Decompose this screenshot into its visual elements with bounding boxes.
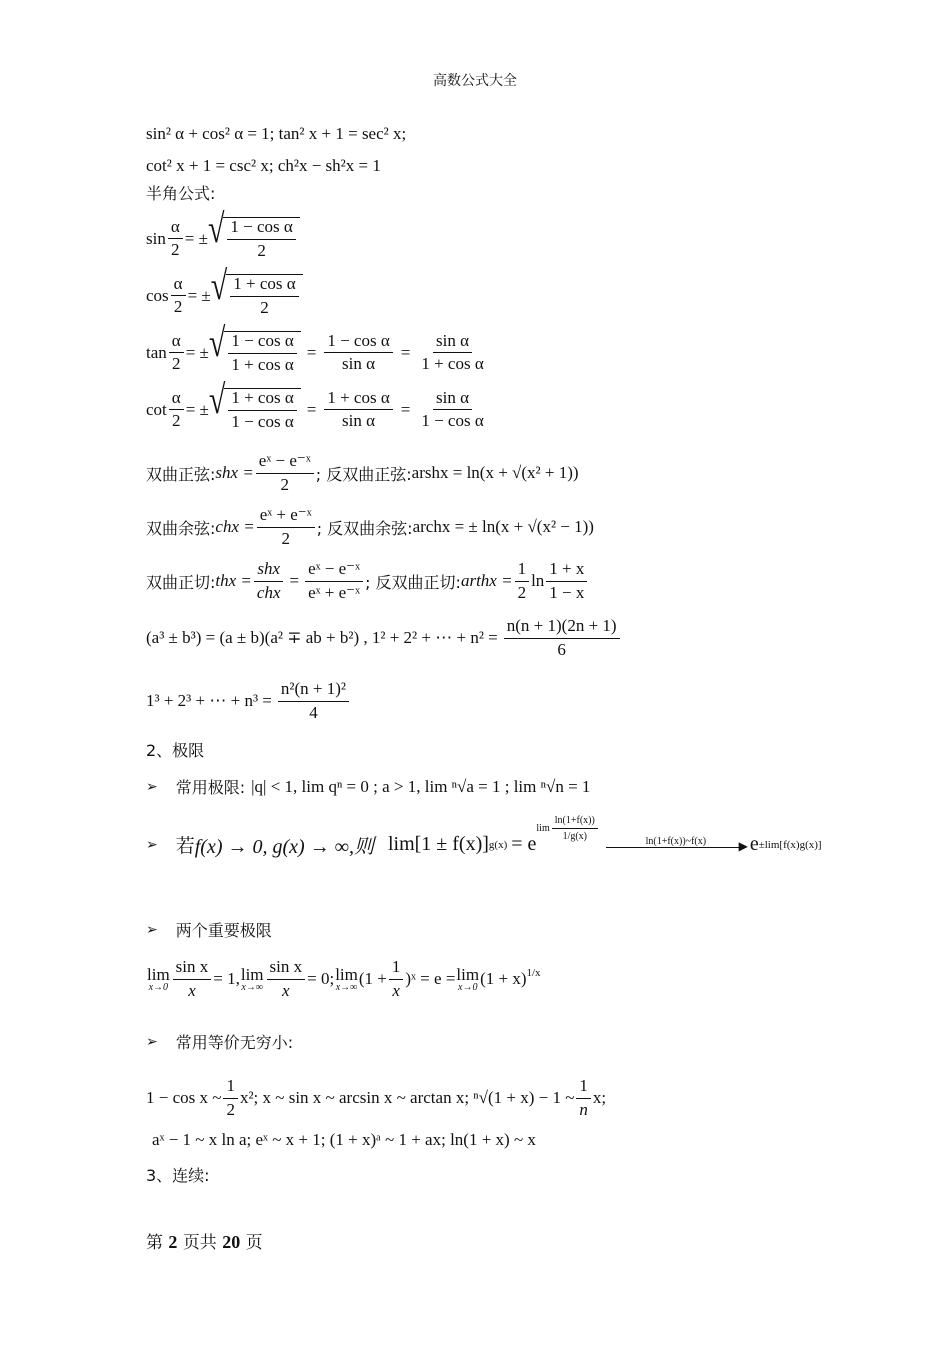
- section-heading-continuity: 3、连续:: [146, 1166, 210, 1185]
- label: 常用等价无穷小:: [175, 1033, 294, 1052]
- e-exponent: [536, 815, 599, 842]
- half-angle-tan: [146, 320, 489, 374]
- limit: [147, 966, 170, 993]
- bullet-arrow-icon: ➢: [146, 778, 158, 795]
- equals: =: [306, 342, 317, 362]
- footer-post: 页: [245, 1233, 263, 1253]
- numerator: 1 − cos α: [324, 332, 392, 354]
- page-header: 高数公式大全: [433, 73, 517, 89]
- identity-line-1: sin² α + cos² α = 1; tan² x + 1 = sec² x;: [146, 124, 407, 143]
- sqrt: √ $\frac{\text{1 − cos α}}{2}$: [208, 217, 300, 260]
- fraction: [223, 1077, 238, 1119]
- denominator: x: [188, 980, 196, 1000]
- fraction: [418, 332, 486, 374]
- numerator: 1 + cos α: [324, 389, 392, 411]
- numerator: 1 + cos α: [228, 389, 296, 411]
- fraction: [169, 389, 184, 431]
- hyperbolic-tangent: [146, 560, 589, 602]
- numerator: eˣ + e⁻ˣ: [257, 506, 315, 528]
- denominator: eˣ + e⁻ˣ: [308, 582, 361, 602]
- ln: ln: [531, 571, 545, 591]
- numerator: 1 + x: [546, 560, 587, 582]
- fraction: [515, 560, 530, 602]
- denominator: 2: [280, 474, 290, 494]
- equivalent-line-2: aˣ − 1 ~ x ln a; eˣ ~ x + 1; (1 + x)ᵃ ~ 1 + ax; ln(1 + x) ~ x: [152, 1130, 536, 1149]
- half-angle-heading: 半角公式:: [146, 184, 216, 203]
- fraction: [227, 218, 295, 260]
- section-heading-limits: 2、极限: [146, 741, 205, 760]
- numerator: 1 − cos α: [228, 332, 296, 354]
- fraction: [552, 815, 598, 842]
- denominator: 2: [171, 354, 181, 374]
- fraction: [254, 560, 284, 602]
- equals-zero: = 0;: [307, 969, 335, 989]
- fraction: [168, 218, 183, 260]
- fraction: [256, 452, 314, 494]
- denominator: 2: [257, 240, 266, 260]
- fraction: [389, 958, 404, 1000]
- fraction: [278, 680, 349, 722]
- long-arrow-icon: ▶: [606, 847, 746, 854]
- denominator: 1 − cos α: [421, 411, 484, 431]
- denominator: 1 − x: [549, 582, 585, 602]
- equivalent-line-1: [146, 1077, 606, 1119]
- numerator: eˣ − e⁻ˣ: [305, 560, 363, 582]
- denominator: 2: [226, 1099, 235, 1119]
- exponent: g(x): [488, 838, 508, 851]
- inverse-formula: arshx = ln(x + √(x² + 1)): [411, 463, 579, 483]
- part-c: x;: [592, 1088, 607, 1108]
- denominator: 2: [517, 582, 527, 602]
- limit: [335, 966, 358, 993]
- cube-identity: [146, 617, 622, 659]
- footer-mid: 页共: [182, 1233, 217, 1253]
- lhs: thx =: [215, 571, 252, 591]
- label: 双曲正弦:: [146, 464, 216, 484]
- fraction: [504, 617, 620, 659]
- label: 两个重要极限: [175, 921, 272, 940]
- denominator: 2: [281, 528, 290, 548]
- part-a: 1 − cos x ~: [146, 1088, 222, 1108]
- equals: =: [289, 571, 300, 591]
- numerator: 1: [389, 958, 404, 980]
- fraction: [324, 332, 392, 374]
- lim-sub: x→∞: [241, 981, 263, 993]
- fraction: [171, 275, 186, 317]
- numerator: α: [171, 275, 186, 297]
- numerator: 1: [223, 1077, 238, 1099]
- lim-sub: x→∞: [335, 981, 358, 993]
- lhs: arthx =: [460, 571, 513, 591]
- hyperbolic-sine: [146, 452, 579, 494]
- denominator: 2: [173, 297, 183, 317]
- lim: lim: [240, 964, 264, 984]
- numerator: sin α: [433, 389, 472, 411]
- label: 常用极限:: [175, 778, 246, 797]
- common-limits: [146, 775, 590, 798]
- sum-of-cubes: [146, 680, 351, 722]
- label: ; 反双曲正切:: [365, 572, 461, 592]
- equals: =: [306, 399, 317, 419]
- label: ; 反双曲正弦:: [315, 464, 412, 484]
- page-footer: [146, 1228, 263, 1253]
- two-important-limits: [146, 958, 541, 1000]
- two-important-limits-heading: [146, 918, 272, 941]
- condition: f(x) → 0, g(x) → ∞,则: [194, 836, 374, 858]
- denominator: sin α: [342, 411, 376, 431]
- denominator: x: [392, 980, 400, 1000]
- arrow-with-label: [606, 836, 746, 854]
- equals-pm: = ±: [185, 342, 209, 362]
- denominator: 2: [260, 297, 269, 317]
- fraction: [257, 506, 315, 548]
- lim: lim: [536, 823, 550, 834]
- paren-close: )ˣ = e =: [405, 969, 456, 989]
- sqrt: √ $\frac{\text{1 + cos α}}{\text{1 − cos α}}$: [209, 388, 301, 431]
- half-angle-cot: [146, 377, 489, 431]
- lim-sub: x→0: [148, 981, 169, 993]
- equals-pm: = ±: [185, 399, 209, 419]
- lhs: shx =: [215, 463, 254, 483]
- denominator: 2: [171, 240, 180, 260]
- fraction: [546, 560, 587, 602]
- equals-pm: = ±: [184, 228, 208, 248]
- identity-line-2: cot² x + 1 = csc² x; ch²x − sh²x = 1: [146, 156, 381, 175]
- denominator: 1 + cos α: [231, 354, 294, 374]
- fraction: [230, 275, 298, 317]
- denominator: chx: [256, 582, 281, 602]
- func-name: sin: [146, 228, 166, 248]
- lim-sub: x→0: [458, 981, 478, 993]
- equals: =: [400, 342, 411, 362]
- paren-open: (1 +: [358, 969, 387, 989]
- bullet-arrow-icon: ➢: [146, 921, 158, 938]
- label: 双曲余弦:: [146, 518, 216, 538]
- denominator: x: [282, 980, 290, 1000]
- equals-one: = 1,: [213, 969, 240, 989]
- lhs: chx =: [215, 517, 255, 537]
- bullet-arrow-icon: ➢: [146, 1033, 158, 1050]
- denominator: 4: [309, 702, 318, 722]
- label: 若: [175, 835, 195, 857]
- fraction: [576, 1077, 591, 1119]
- exponent: 1/x: [526, 967, 541, 980]
- denominator: 1 + cos α: [421, 354, 484, 374]
- func-name: cos: [146, 285, 169, 305]
- numerator: 1: [515, 560, 530, 582]
- fraction: [228, 389, 296, 431]
- footer-total-pages: 20: [222, 1232, 241, 1252]
- equals-pm: = ±: [187, 285, 211, 305]
- arrow-label: ln(1+f(x))~f(x): [645, 835, 707, 847]
- func-name: tan: [146, 342, 167, 362]
- limit-rule: [146, 815, 822, 859]
- lim: lim: [147, 964, 170, 984]
- identity: (a³ ± b³) = (a ± b)(a² ∓ ab + b²) , 1² + 2² + ⋯ + n² =: [146, 628, 498, 648]
- sqrt: √ $\frac{\text{1 − cos α}}{\text{1 + cos α}}$: [209, 331, 301, 374]
- numerator: shx: [254, 560, 283, 582]
- result: e: [749, 833, 759, 855]
- numerator: n²(n + 1)²: [278, 680, 349, 702]
- limit: [241, 966, 264, 993]
- footer-pre: 第: [146, 1233, 163, 1253]
- half-angle-sin: [146, 206, 300, 260]
- inverse-formula: archx = ± ln(x + √(x² − 1)): [412, 517, 594, 537]
- lhs: 1³ + 2³ + ⋯ + n³ =: [146, 691, 272, 711]
- result-exponent: ±lim[f(x)g(x)]: [758, 838, 822, 851]
- lim: lim: [456, 964, 480, 984]
- denominator: 6: [557, 639, 566, 659]
- bullet-arrow-icon: ➢: [146, 836, 158, 853]
- denominator: 1 − cos α: [231, 411, 294, 431]
- sqrt: √ $\frac{\text{1 + cos α}}{2}$: [211, 274, 303, 317]
- fraction: [173, 958, 212, 1000]
- numerator: sin x: [267, 958, 306, 980]
- label: ; 反双曲余弦:: [316, 518, 413, 538]
- last-term: (1 + x): [480, 969, 527, 989]
- half-angle-cos: [146, 263, 303, 317]
- footer-page-number: 2: [168, 1232, 178, 1252]
- limit: [456, 966, 479, 993]
- denominator: 1/g(x): [562, 831, 588, 842]
- numerator: 1: [576, 1077, 591, 1099]
- hyperbolic-cosine: [146, 506, 594, 548]
- numerator: α: [169, 389, 184, 411]
- equals: =: [400, 399, 411, 419]
- lim: lim: [335, 964, 358, 984]
- numerator: n(n + 1)(2n + 1): [504, 617, 620, 639]
- fraction: [305, 560, 363, 602]
- denominator: n: [579, 1099, 588, 1119]
- denominator: sin α: [342, 354, 376, 374]
- denominator: 2: [171, 411, 181, 431]
- fraction: [267, 958, 306, 1000]
- numerator: 1 + cos α: [230, 275, 298, 297]
- fraction: [324, 389, 392, 431]
- lim-expression: lim[1 ± f(x)]: [387, 833, 489, 855]
- numerator: sin α: [433, 332, 472, 354]
- numerator: 1 − cos α: [227, 218, 295, 240]
- equals-e: = e: [511, 833, 537, 855]
- numerator: eˣ − e⁻ˣ: [256, 452, 314, 474]
- fraction: [169, 332, 184, 374]
- numerator: α: [168, 218, 183, 240]
- fraction: [228, 332, 296, 374]
- numerator: α: [169, 332, 184, 354]
- label: 双曲正切:: [146, 572, 216, 592]
- part-b: x²; x ~ sin x ~ arcsin x ~ arctan x; ⁿ√(1 + x) − 1 ~: [239, 1088, 575, 1108]
- func-name: cot: [146, 399, 167, 419]
- equivalent-infinitesimals-heading: [146, 1030, 293, 1053]
- numerator: sin x: [173, 958, 212, 980]
- numerator: ln(1+f(x)): [552, 815, 598, 829]
- fraction: [418, 389, 486, 431]
- formula: |q| < 1, lim qⁿ = 0 ; a > 1, lim ⁿ√a = 1 ; lim ⁿ√n = 1: [251, 776, 591, 796]
